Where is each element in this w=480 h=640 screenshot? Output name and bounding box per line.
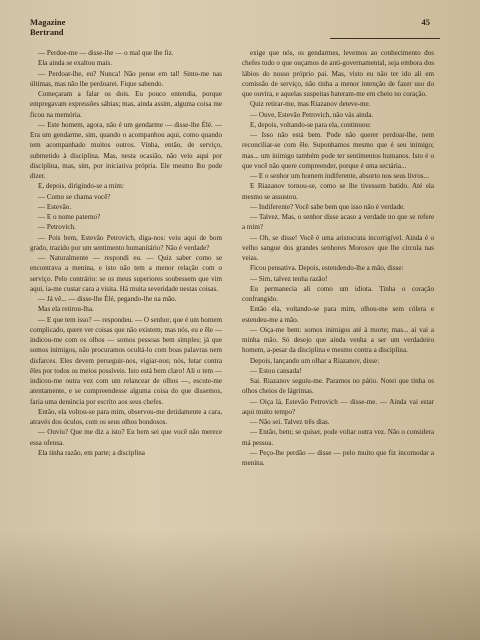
paragraph: — E o senhor um homem indiferente, absorto nos seus livros... <box>250 172 429 180</box>
paragraph: Então, ela voltou-se para mim, observou-me detidamente a cara, através dos óculos, com os seus olhos bondosos. <box>30 407 222 426</box>
paragraph: Ela ainda se exaltou mais. <box>38 59 112 68</box>
paragraph: Ficou pensativa. Depois, estendendo-lhe a mão, disse: <box>250 264 404 273</box>
paragraph: — Este homem, agora, não é um gendarme — disse-lhe Élé. — Era um gendarme, sim, quando o acompanhou aqui, como quando tem acompanhado muitos outros. Vinha, então, de serviço, submetido à disciplina. Mas, nesta ocasião, não veiu aqui por disciplina, mas, sim, por iniciativa própria. Ele mesmo lho pode dizer. <box>30 120 222 180</box>
paragraph: — Sim, talvez tenha razão! <box>250 274 328 283</box>
paragraph: Quiz retirar-me, mas Riazanov deteve-me. <box>250 100 371 109</box>
paragraph: — Estevão. <box>38 202 72 211</box>
paragraph: — Já vê... — disse-lhe Élé, pegando-lhe na mão. <box>38 295 177 303</box>
paragraph: — Como se chama você? <box>38 192 111 201</box>
paragraph: Então ela, voltando-se para mim, olhou-me sem cólera e estendeu-me a mão. <box>242 305 434 324</box>
paragraph: Depois, lançando um olhar a Riazanov, disse: <box>250 356 380 365</box>
paragraph: — Pois bem, Estevão Petrovich, diga-nos: veiu aqui de bom grado, trazido por um sentimento humanitário? Não é verdade? <box>30 233 222 252</box>
paragraph: E Riazanov tornou-se, como se lhe tivessem batido. Até ela mesmo se assustou. <box>242 182 434 201</box>
paragraph: — Oiça lá, Estevão Petrovich — disse-me. — Ainda vai estar aqui muito tempo? <box>242 397 434 416</box>
paragraph: — Naturalmente — respondi eu. — Quiz saber como se encontrava a menina, e isto não tem a menor relação com o serviço. Pelo contrário: se os meus superiores soubessem que vim aqui, ia-me custar cara a visita. Há muita severidade nestas coisas. <box>30 254 222 293</box>
paragraph: — Indiferente? Você sabe bem que isso não é verdade. <box>250 202 405 211</box>
paragraph: — Ouviu? Que me diz a isto? Eu bem sei que você não merece essa ofensa. <box>30 428 222 447</box>
paragraph: Ela tinha razão, em parte; a disciplina <box>38 448 145 457</box>
paragraph: exige que nós, os gendarmes, levemos ao conhecimento dos chefes tudo o que ouçamos de anti-governamental, seja embora dos lábios do nosso próprio pai. Mas, visto eu não ter ido ali em comissão de serviço, não tinha a menor intenção de fazer uso do que ouvira, e aquelas suspeitas bateram-me em cheio no coração. <box>242 49 434 98</box>
left-text-column <box>30 48 222 458</box>
paragraph: — Não sei. Talvez três dias. <box>250 418 330 426</box>
paragraph: — Oh, se disse! Você é uma aristocrata incorrigível. Ainda é o velho sangue dos grandes senhores Morosov que lhe circula nas veias. <box>242 233 434 262</box>
paragraph: — Isso não está bem. Pode não querer perdoar-lhe, nem reconciliar-se com êle. Suponhamos mesmo que é seu inimigo; mas... um inimigo também pode ter sentimentos humanos. Isto é o que você não quere compreender, porque é uma sectária... <box>242 131 434 170</box>
magazine-title: Magazine <box>30 17 66 27</box>
paragraph: — Talvez. Mas, o senhor disse acaso a verdade no que se refere a mim? <box>242 213 434 232</box>
paragraph: — Ouve, Estevão Petrovich, não vás ainda. <box>250 110 374 119</box>
paragraph: — Petrovich. <box>38 223 76 232</box>
running-head <box>30 17 65 37</box>
paragraph: E, depois, voltando-se para ela, continuou: <box>250 120 371 129</box>
paragraph: Eu permanecia ali como um idiota. Tinha o coração confrangido. <box>242 284 434 303</box>
paragraph: — Perdoar-lhe, eu? Nunca! Não pense em tal! Sinto-me nas últimas, mas não lhe perdoarei. Fique sabendo. <box>30 69 222 88</box>
paragraph: Mas ela retirou-lha. <box>38 305 94 314</box>
paragraph: — Estou cansada! <box>250 366 302 375</box>
paragraph: Sai. Riazanov seguiu-me. Paramos no pátio. Notei que tinha os olhos cheios de lágrimas. <box>242 377 434 396</box>
paragraph: — E que tem isso? — respondeu. — O senhor, que é um homem complicado, quere ver coisas que não existem; mas nós, eu e êle — indicou-me com os olhos — somos pessoas bem simples; já que somos inimigos, não procuramos ocultá-lo com boas palavras nem disfarces. Eles devem perseguir-nos, vigiar-nos; nós, lutar contra êles por todos os meios possíveis. Isto está bem claro! Ali o tem — indicou-me outra vez com um relancear de olhos —, escute-me atentamente, e se compreendesse alguma coisa do que dissemos, faria uma denúncia por escrito aos seus chefes. <box>30 315 222 406</box>
header-rule <box>330 38 440 39</box>
paragraph: — Oiça-me bem: somos inimigos até à morte; mas... ai vai a minha mão. Só desejo que ainda venha a ser um verdadeiro homem, a-pesar da disciplina e mesmo contra a disciplina. <box>242 325 434 355</box>
paragraph: — Então, bem; se quiser, pode voltar outra vez. Não o considera má pessoa. <box>242 428 434 447</box>
paragraph: — Peço-lhe perdão — disse — pelo muito que fiz incomodar a menina. <box>242 448 434 467</box>
paragraph: E, depois, dirigindo-se a mim: <box>38 182 124 191</box>
publisher-name: Bertrand <box>30 27 64 37</box>
paragraph: — Perdoe-me — disse-lhe — o mal que lhe fiz. <box>38 49 174 57</box>
right-text-column <box>242 48 434 468</box>
page-number: 45 <box>421 17 430 27</box>
paragraph: Começaram a falar os dois. Eu pouco entendia, porque empregavam expressões sábias; mas, ainda assim, alguma coisa me ficou na memória. <box>30 90 222 119</box>
paragraph: — E o nome paterno? <box>38 213 101 221</box>
page-header <box>30 16 430 40</box>
